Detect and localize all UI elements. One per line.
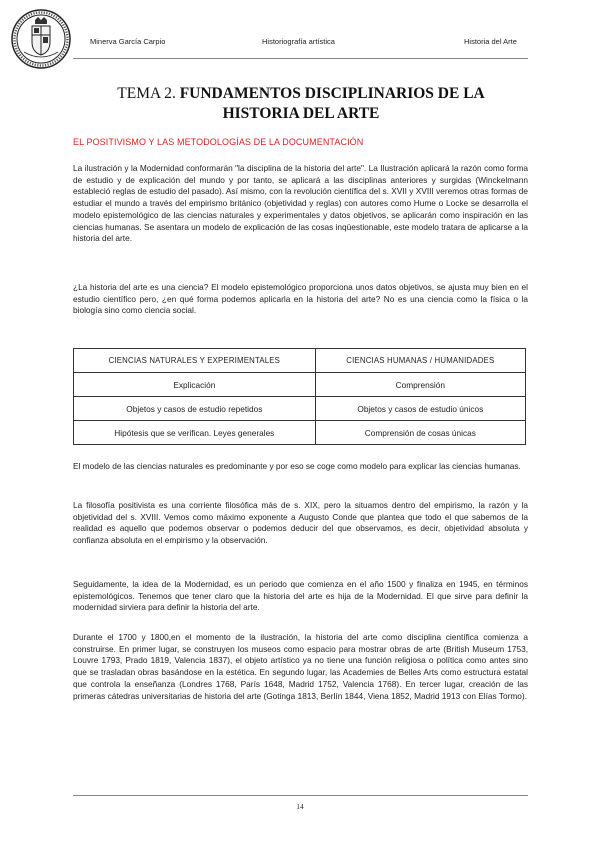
table-header-row [74,349,526,373]
table-header-cell: CIENCIAS HUMANAS / HUMANIDADES [315,349,525,373]
table-cell: Objetos y casos de estudio repetidos [74,397,316,421]
paragraph-3: El modelo de las ciencias naturales es predominante y por eso se coge como modelo para explicar las ciencias humanas. [73,461,521,471]
table-cell: Comprensión de cosas únicas [315,421,525,445]
table-cell: Hipótesis que se verifican. Leyes generales [74,421,316,445]
paragraph-2: ¿La historia del arte es una ciencia? El modelo epistemológico proporciona unos datos objetivos, se ajusta muy bien en el estudio científico pero, ¿en qué forma podemos aplicarla en la historia del arte? No es una ciencia como la física o la biología sino como ciencia social. [73,282,528,316]
header-divider [73,58,528,59]
page-title [75,84,527,124]
page-header [0,0,600,85]
page-number: 14 [296,802,304,811]
table-row [74,397,526,421]
footer-divider [73,795,528,796]
table-cell: Comprensión [315,373,525,397]
university-seal-icon [10,8,72,70]
section-heading: EL POSITIVISMO Y LAS METODOLOGÍAS DE LA DOCUMENTACIÓN [73,137,364,147]
header-author: Minerva García Carpio [90,37,166,46]
paragraph-1: La ilustración y la Modernidad conformarán "la disciplina de la historia del arte". La Ilustración aplicará la razón como forma de estudio y de explicación del mundo y por tanto, se aplicará a las disciplinas anteriores y surgidas (Winckelmann estableció reglas de estudio del pasado). Así mismo, con la revolución científica del s. XVII y XVIII veremos otras formas de estudiar el mundo a través del empirismo británico (objetividad y reglas) con autores como Hume o Locke se desarrolla el modelo epistemológico de las ciencias naturales y experimentales y datos objetivos, se aplicarán como inspiración en las ciencias humanas. Se asentara un modelo de explicación de las cosas inqüestionable, este modelo tratara de aplicarse a la historia del arte. [73,163,528,244]
paragraph-5: Seguidamente, la idea de la Modernidad, es un periodo que comienza en el año 1500 y finaliza en 1945, en términos epistemológicos. Tenemos que tener claro que la historia del arte es hija de la Modernidad. El que sirve para definir la modernidad sirviera para definir la historia del arte. [73,579,528,613]
table-header-cell: CIENCIAS NATURALES Y EXPERIMENTALES [74,349,316,373]
table-cell: Objetos y casos de estudio únicos [315,397,525,421]
table-row [74,421,526,445]
header-subject: Historia del Arte [464,37,517,46]
title-line-2: HISTORIA DEL ARTE [222,105,380,122]
table-row [74,373,526,397]
paragraph-4: La filosofía positivista es una corriente filosófica más de s. XIX, pero la situamos dentro del empirismo, la razón y la objetividad del s. XVIII. Vemos como máximo exponente a Augusto Conde que plantea que todo el que sabemos de la realidad es aquello que podemos observar o podemos deducir del que observamos, es decir, objetividad absoluta y confianza absoluta en el empirismo y la observación. [73,500,528,546]
title-number: TEMA 2. [117,85,176,102]
title-line-1: FUNDAMENTOS DISCIPLINARIOS DE LA [179,85,485,102]
comparison-table [73,348,526,445]
header-course: Historiografía artística [262,37,335,46]
table-cell: Explicación [74,373,316,397]
paragraph-6: Durante el 1700 y 1800,en el momento de la ilustración, la historia del arte como disciplina científica comienza a construirse. En primer lugar, se construyen los museos como espacio para mostrar obras de arte (British Museum 1753, Louvre 1793, Prado 1819, Valencia 1837), el objeto artístico ya no tiene una función religiosa o política como antes sino que se trasladan obras basándose en la estética. En segundo lugar, las Academies de Belles Arts como estructura estatal que controla la enseñanza (Londres 1768, París 1648, Madrid 1752, Valencia 1768). En tercer lugar, creación de las primeras cátedras universitarias de historia del arte (Gotinga 1813, Berlín 1844, Viena 1852, Madrid 1913 con Elías Tormo). [73,632,528,701]
